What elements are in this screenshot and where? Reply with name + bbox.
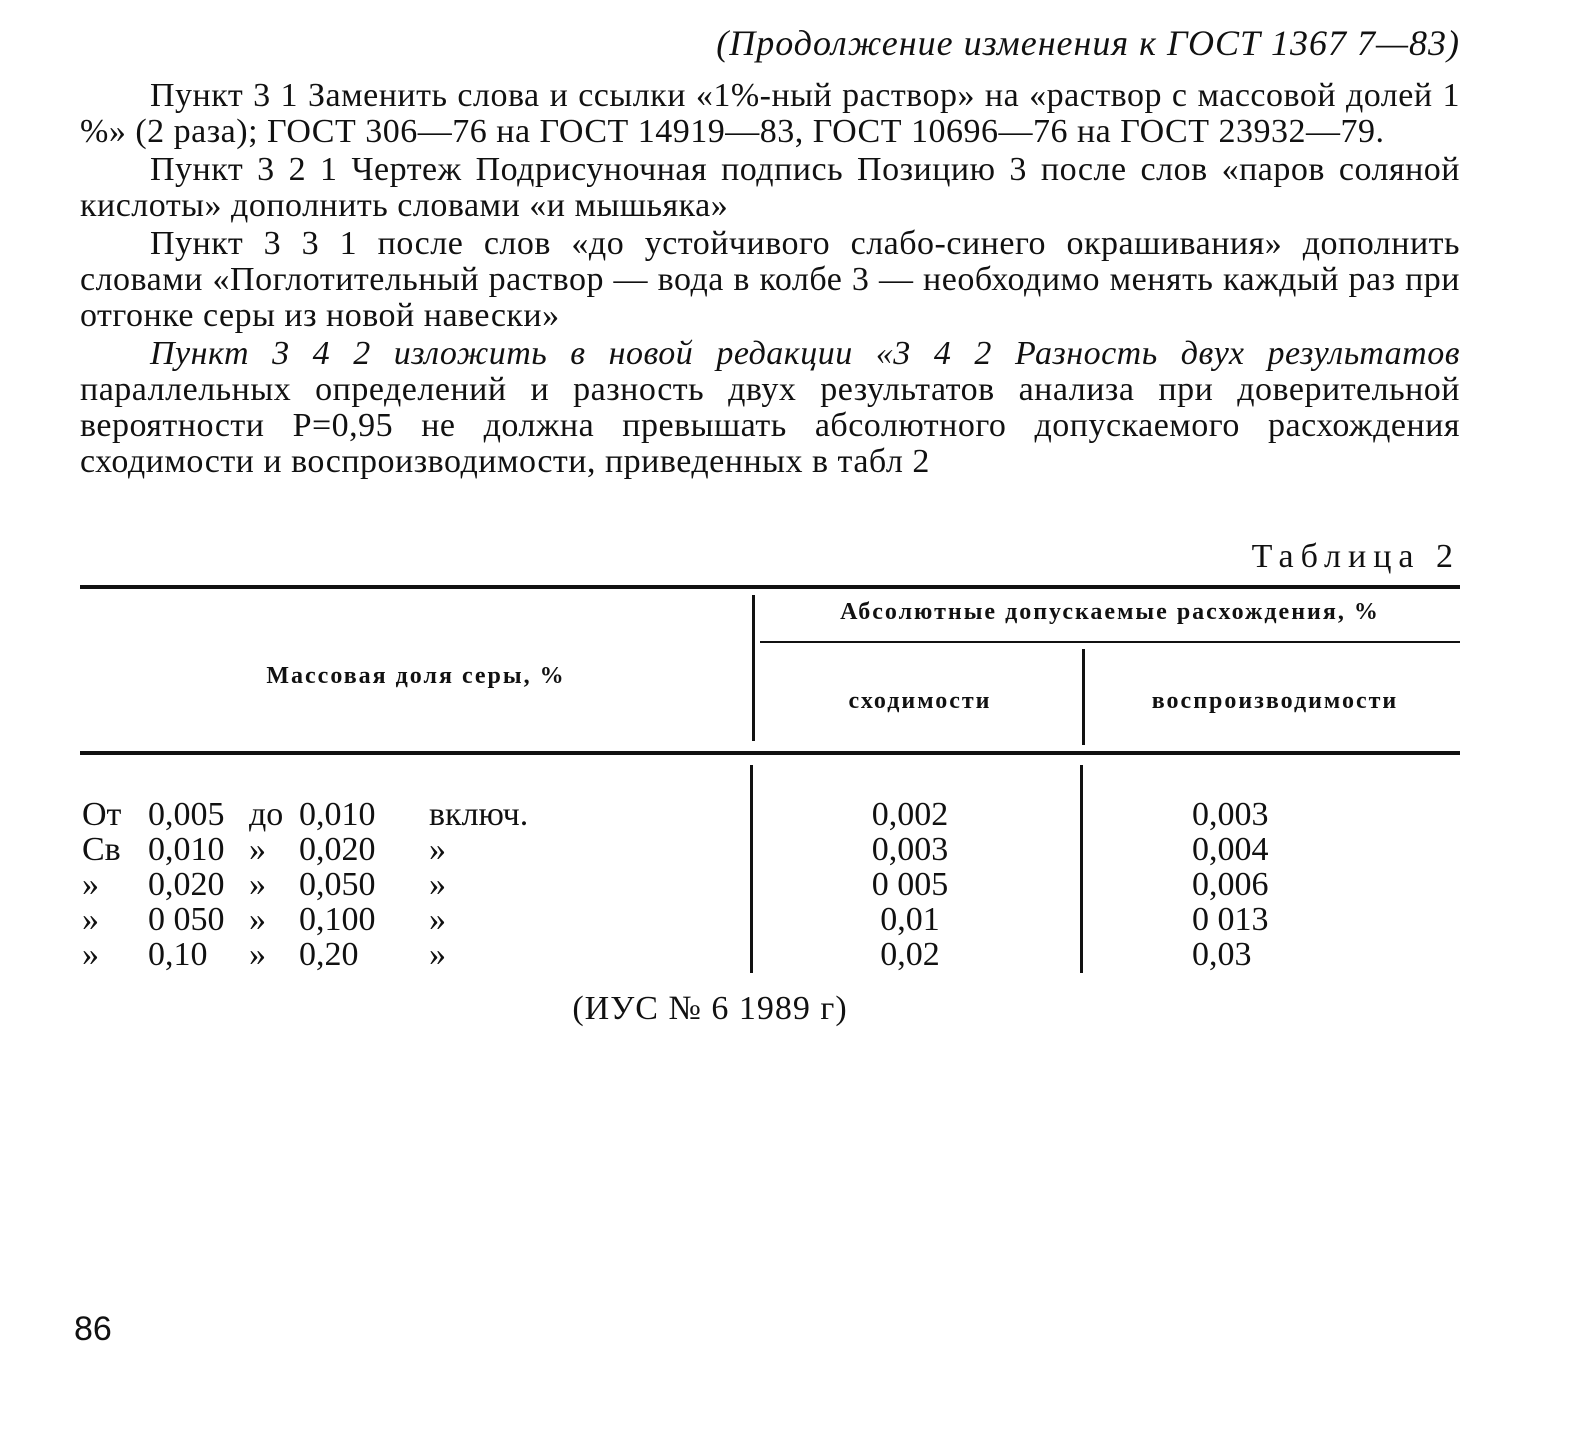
convergence-value: 0 005	[871, 866, 949, 903]
convergence-value: 0,003	[871, 831, 949, 868]
group-header-rule	[760, 641, 1460, 643]
amendment-text	[80, 78, 1460, 482]
table-row	[82, 797, 742, 832]
row-prefix: От	[82, 796, 122, 833]
table-header-rule	[80, 751, 1460, 755]
paragraph-3-2-1: Пункт 3 2 1 Чертеж Подрисуночная подпись Позицию 3 после слов «паров соляной кислоты» дополнить словами «и мышьяка»	[80, 151, 1460, 224]
convergence-column	[780, 797, 1040, 972]
col-convergence-header: сходимости	[848, 688, 992, 714]
group-header: Абсолютные допускаемые расхождения, %	[840, 599, 1380, 625]
row-to-word: »	[249, 831, 266, 868]
row-to: 0,100	[299, 901, 376, 938]
reproducibility-value: 0,006	[1192, 866, 1269, 903]
table-top-rule	[80, 585, 1460, 589]
reproducibility-column	[1192, 797, 1392, 972]
paragraph-3-4-2-lead: Пункт 3 4 2 изложить в новой редакции «3 4 2 Разность двух результатов	[150, 335, 1460, 372]
header-divider-1	[752, 595, 755, 741]
table-row	[82, 902, 742, 937]
page-header: (Продолжение изменения к ГОСТ 1367 7—83)	[716, 23, 1460, 63]
mass-fraction-column	[82, 797, 742, 972]
row-to-word: »	[249, 866, 266, 903]
table-row	[82, 832, 742, 867]
convergence-value: 0,01	[880, 901, 940, 938]
row-from: 0,010	[148, 831, 225, 868]
source-reference: (ИУС № 6 1989 г)	[572, 990, 848, 1027]
row-suffix: включ.	[429, 796, 529, 833]
col-mass-fraction-header: Массовая доля серы, %	[266, 663, 566, 689]
row-prefix: »	[82, 866, 99, 903]
table-row	[82, 867, 742, 902]
row-prefix: Св	[82, 831, 121, 868]
paragraph-3-4-2-rest: параллельных определений и разность двух результатов анализа при доверительной вероятности Р=0,95 не должна превышать абсолютного допускаемого расхождения сходимости и воспроизводимости, приведенных в табл 2	[80, 371, 1460, 480]
header-divider-2	[1082, 649, 1085, 745]
row-from: 0 050	[148, 901, 225, 938]
row-prefix: »	[82, 901, 99, 938]
convergence-value: 0,02	[880, 936, 940, 973]
row-prefix: »	[82, 936, 99, 973]
paragraph-3-4-2	[80, 336, 1460, 480]
row-from: 0,005	[148, 796, 225, 833]
page-number: 86	[74, 1310, 112, 1348]
table-row	[82, 937, 742, 972]
convergence-value: 0,002	[871, 796, 949, 833]
row-to: 0,010	[299, 796, 376, 833]
row-to-word: »	[249, 936, 266, 973]
col-reproducibility-header: воспроизводимости	[1151, 688, 1399, 714]
reproducibility-value: 0 013	[1192, 901, 1269, 938]
reproducibility-value: 0,003	[1192, 796, 1269, 833]
reproducibility-value: 0,03	[1192, 936, 1252, 973]
body-divider-1	[750, 765, 753, 973]
row-suffix: »	[429, 866, 446, 903]
row-to: 0,20	[299, 936, 359, 973]
row-suffix: »	[429, 831, 446, 868]
row-to-word: »	[249, 901, 266, 938]
reproducibility-value: 0,004	[1192, 831, 1269, 868]
paragraph-3-1: Пункт 3 1 Заменить слова и ссылки «1%-ный раствор» на «раствор с массовой долей 1 %» (2 раза); ГОСТ 306—76 на ГОСТ 14919—83, ГОСТ 10696—76 на ГОСТ 23932—79.	[80, 77, 1460, 150]
row-from: 0,020	[148, 866, 225, 903]
row-from: 0,10	[148, 936, 208, 973]
row-to: 0,020	[299, 831, 376, 868]
row-suffix: »	[429, 936, 446, 973]
row-to-word: до	[249, 796, 284, 833]
row-to: 0,050	[299, 866, 376, 903]
row-suffix: »	[429, 901, 446, 938]
sulfur-tolerance-table	[80, 585, 1460, 985]
table-caption: Таблица 2	[1251, 538, 1460, 575]
body-divider-2	[1080, 765, 1083, 973]
paragraph-3-3-1: Пункт 3 3 1 после слов «до устойчивого слабо-синего окрашивания» дополнить словами «Поглотительный раствор — вода в колбе 3 — необходимо менять каждый раз при отгонке серы из новой навески»	[80, 225, 1460, 334]
